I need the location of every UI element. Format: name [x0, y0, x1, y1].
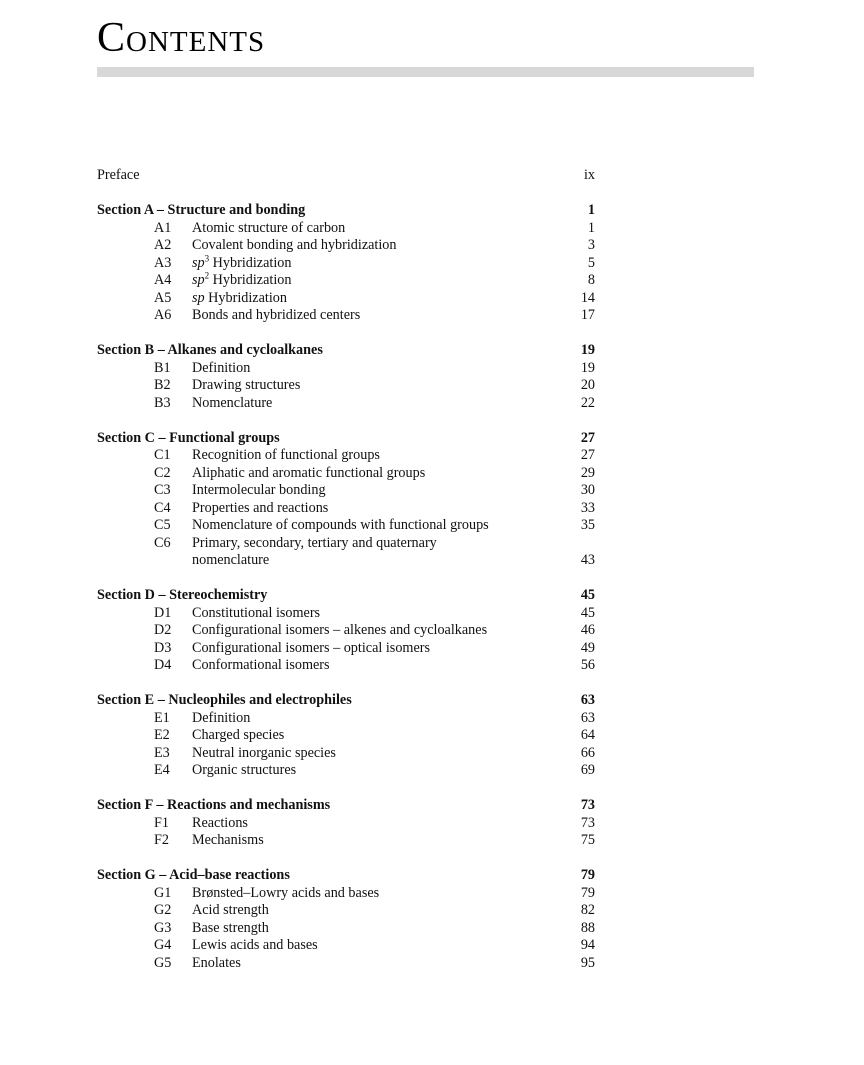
entry-title-text: Lewis acids and bases — [192, 937, 318, 953]
toc-entry[interactable] — [97, 395, 595, 413]
entry-code: F1 — [154, 814, 169, 831]
entry-title — [192, 832, 555, 850]
entry-page: 45 — [580, 604, 595, 621]
entry-title-text: Hybridization — [209, 272, 292, 288]
entry-title — [192, 307, 555, 325]
entry-title — [192, 622, 555, 640]
entry-code: C2 — [154, 464, 171, 481]
toc-entry[interactable] — [97, 640, 595, 658]
section-page: 79 — [580, 867, 595, 883]
toc-entry[interactable] — [97, 500, 595, 518]
entry-title-italic: sp — [192, 254, 205, 271]
section-heading[interactable] — [97, 430, 595, 448]
section-page: 1 — [587, 202, 595, 218]
entry-page: 88 — [580, 919, 595, 936]
entry-page: 43 — [580, 552, 595, 568]
toc-entry[interactable] — [97, 272, 595, 290]
toc-section — [97, 587, 595, 675]
entry-title — [192, 710, 555, 728]
toc-entry[interactable] — [97, 745, 595, 763]
entry-title-text: Enolates — [192, 954, 241, 971]
entry-title — [192, 447, 555, 465]
entry-code: A4 — [154, 272, 172, 288]
entry-code: C4 — [154, 499, 171, 516]
entry-title — [192, 920, 555, 938]
toc-entry[interactable] — [97, 902, 595, 920]
entry-code: B3 — [154, 394, 171, 411]
entry-page: 46 — [580, 622, 595, 638]
section-title: Section C – Functional groups — [97, 429, 280, 446]
entry-code: B1 — [154, 359, 171, 376]
toc-entry[interactable] — [97, 465, 595, 483]
entry-page: 1 — [587, 219, 595, 236]
entry-page: 20 — [580, 377, 595, 393]
entry-title-text: Atomic structure of carbon — [192, 219, 346, 236]
entry-title-text: Neutral inorganic species — [192, 744, 336, 761]
entry-title-text: Drawing structures — [192, 377, 301, 393]
entry-code: G1 — [154, 884, 172, 901]
entry-title-superscript: 3 — [204, 252, 210, 263]
toc-entry[interactable] — [97, 482, 595, 500]
entry-page: 35 — [580, 517, 595, 533]
entry-title-text: Brønsted–Lowry acids and bases — [192, 884, 380, 901]
entry-title — [192, 657, 555, 675]
entry-title-text: Definition — [192, 709, 251, 726]
entry-code: F2 — [154, 832, 169, 848]
entry-title-text: Hybridization — [209, 254, 292, 271]
entry-code: E1 — [154, 709, 170, 726]
toc-section — [97, 692, 595, 780]
preface-page: ix — [583, 167, 595, 183]
entry-code: C5 — [154, 517, 171, 533]
toc-entry[interactable] — [97, 727, 595, 745]
entry-title-text: Charged species — [192, 727, 285, 743]
toc-section — [97, 797, 595, 850]
section-title: Section D – Stereochemistry — [97, 587, 268, 603]
entry-code: A2 — [154, 237, 172, 253]
entry-page: 79 — [580, 884, 595, 901]
entry-code: C3 — [154, 482, 171, 498]
entry-code: G5 — [154, 954, 172, 971]
entry-title-text: Recognition of functional groups — [192, 447, 380, 463]
section-heading[interactable] — [97, 797, 595, 815]
entry-title — [192, 762, 555, 780]
entry-title-text: Organic structures — [192, 762, 297, 778]
entry-title-text: Definition — [192, 359, 251, 376]
section-title: Section A – Structure and bonding — [97, 202, 306, 218]
entry-title-text: Nomenclature — [192, 394, 273, 411]
entry-title — [192, 500, 555, 518]
entry-title-text: Nomenclature of compounds with functional groups — [192, 517, 489, 533]
toc-entry[interactable] — [97, 920, 595, 938]
entry-page: 63 — [580, 709, 595, 726]
entry-code: C6 — [154, 534, 171, 551]
toc-entry[interactable] — [97, 252, 595, 273]
section-title: Section F – Reactions and mechanisms — [97, 797, 331, 813]
entry-page: 30 — [580, 482, 595, 498]
entry-code: D2 — [154, 622, 172, 638]
section-page: 73 — [580, 797, 595, 813]
entry-page: 75 — [580, 832, 595, 848]
entry-title-text: Intermolecular bonding — [192, 482, 326, 498]
entry-page-empty — [555, 535, 595, 553]
section-heading[interactable] — [97, 692, 595, 710]
toc-entry[interactable] — [97, 220, 595, 238]
toc-entry[interactable] — [97, 535, 595, 553]
entry-title-text: Primary, secondary, tertiary and quaternary — [192, 534, 437, 551]
section-title: Section B – Alkanes and cycloalkanes — [97, 342, 323, 358]
entry-title — [192, 465, 555, 483]
entry-page: 8 — [587, 272, 595, 288]
entry-code: E3 — [154, 744, 170, 761]
entry-code: G4 — [154, 937, 172, 953]
entry-page: 33 — [580, 499, 595, 516]
section-page: 63 — [580, 692, 595, 708]
toc-entry[interactable] — [97, 377, 595, 395]
entry-page: 5 — [587, 254, 595, 271]
section-heading[interactable] — [97, 867, 595, 885]
entry-page: 3 — [587, 237, 595, 253]
entry-title — [192, 220, 555, 238]
entry-page: 82 — [580, 902, 595, 918]
toc-entry-continuation[interactable] — [97, 552, 595, 570]
section-heading[interactable] — [97, 587, 595, 605]
section-heading[interactable] — [97, 202, 595, 220]
entry-title — [192, 902, 555, 920]
entry-code: B2 — [154, 377, 171, 393]
section-heading[interactable] — [97, 342, 595, 360]
entry-title — [192, 237, 555, 255]
entry-title-text: Acid strength — [192, 902, 269, 918]
toc-entry[interactable] — [97, 307, 595, 325]
entry-page: 95 — [580, 954, 595, 971]
entry-title — [192, 955, 555, 973]
entry-title — [192, 377, 555, 395]
entry-title — [192, 272, 555, 290]
entry-title — [192, 482, 555, 500]
entry-title-text: Hybridization — [204, 289, 287, 306]
toc-entry[interactable] — [97, 290, 595, 308]
entry-title-text: Covalent bonding and hybridization — [192, 237, 397, 253]
table-of-contents — [97, 167, 595, 990]
section-page: 45 — [580, 587, 595, 603]
toc-row-preface[interactable] — [97, 167, 595, 185]
toc-entry[interactable] — [97, 605, 595, 623]
entry-title — [192, 885, 555, 903]
entry-title-italic: sp — [192, 272, 205, 288]
toc-entry[interactable] — [97, 937, 595, 955]
entry-title — [192, 937, 555, 955]
toc-entry[interactable] — [97, 447, 595, 465]
entry-page: 17 — [580, 307, 595, 323]
toc-entry[interactable] — [97, 832, 595, 850]
entry-title-italic: sp — [192, 289, 205, 306]
toc-section — [97, 867, 595, 972]
entry-title-text: Constitutional isomers — [192, 604, 321, 621]
section-title: Section G – Acid–base reactions — [97, 867, 290, 883]
entry-code: G2 — [154, 902, 172, 918]
entry-title — [192, 290, 555, 308]
entry-title — [192, 252, 555, 273]
entry-code: A6 — [154, 307, 172, 323]
toc-entry[interactable] — [97, 762, 595, 780]
title-rule — [97, 67, 754, 77]
preface-label: Preface — [97, 167, 140, 183]
toc-entry[interactable] — [97, 622, 595, 640]
entry-title — [192, 517, 555, 535]
toc-entry[interactable] — [97, 815, 595, 833]
entry-code: A5 — [154, 289, 172, 306]
entry-code: D1 — [154, 604, 172, 621]
entry-title-superscript: 2 — [204, 270, 210, 281]
entry-code: D3 — [154, 639, 172, 656]
entry-title-text: Aliphatic and aromatic functional groups — [192, 464, 426, 481]
entry-title — [192, 605, 555, 623]
toc-entry[interactable] — [97, 885, 595, 903]
entry-title-text: Configurational isomers – optical isomers — [192, 639, 430, 656]
entry-title — [192, 395, 555, 413]
entry-title — [192, 535, 555, 553]
entry-code: E4 — [154, 762, 170, 778]
entry-page: 29 — [580, 464, 595, 481]
toc-entry[interactable] — [97, 360, 595, 378]
entry-title — [192, 745, 555, 763]
entry-code: C1 — [154, 447, 171, 463]
entry-code: E2 — [154, 727, 170, 743]
entry-title-continued: nomenclature — [192, 552, 270, 568]
entry-page: 69 — [580, 762, 595, 778]
toc-entry[interactable] — [97, 955, 595, 973]
entry-title-text: Base strength — [192, 919, 269, 936]
entry-page: 27 — [580, 447, 595, 463]
entry-page: 19 — [580, 359, 595, 376]
entry-title-text: Properties and reactions — [192, 499, 329, 516]
entry-title-text: Mechanisms — [192, 832, 264, 848]
toc-section — [97, 342, 595, 412]
toc-entry[interactable] — [97, 237, 595, 255]
entry-page: 64 — [580, 727, 595, 743]
section-title: Section E – Nucleophiles and electrophiles — [97, 692, 352, 708]
entry-title-text: Bonds and hybridized centers — [192, 307, 361, 323]
entry-code: A1 — [154, 219, 172, 236]
entry-title-text: Configurational isomers – alkenes and cycloalkanes — [192, 622, 488, 638]
entry-title — [192, 360, 555, 378]
toc-entry[interactable] — [97, 657, 595, 675]
toc-section — [97, 202, 595, 325]
entry-code: D4 — [154, 657, 172, 673]
entry-title-text: Conformational isomers — [192, 657, 330, 673]
toc-entry[interactable] — [97, 517, 595, 535]
entry-title — [192, 815, 555, 833]
entry-code: G3 — [154, 919, 172, 936]
entry-page: 73 — [580, 814, 595, 831]
entry-title — [192, 727, 555, 745]
section-page: 19 — [580, 342, 595, 358]
entry-page: 49 — [580, 639, 595, 656]
page-title: Contents — [97, 15, 266, 61]
toc-section — [97, 430, 595, 570]
toc-entry[interactable] — [97, 710, 595, 728]
entry-title-text: Reactions — [192, 814, 248, 831]
entry-code: A3 — [154, 254, 172, 271]
entry-page: 66 — [580, 744, 595, 761]
entry-page: 14 — [580, 289, 595, 306]
section-page: 27 — [580, 429, 595, 446]
entry-page: 22 — [580, 394, 595, 411]
entry-page: 94 — [580, 937, 595, 953]
entry-page: 56 — [580, 657, 595, 673]
entry-title — [192, 640, 555, 658]
